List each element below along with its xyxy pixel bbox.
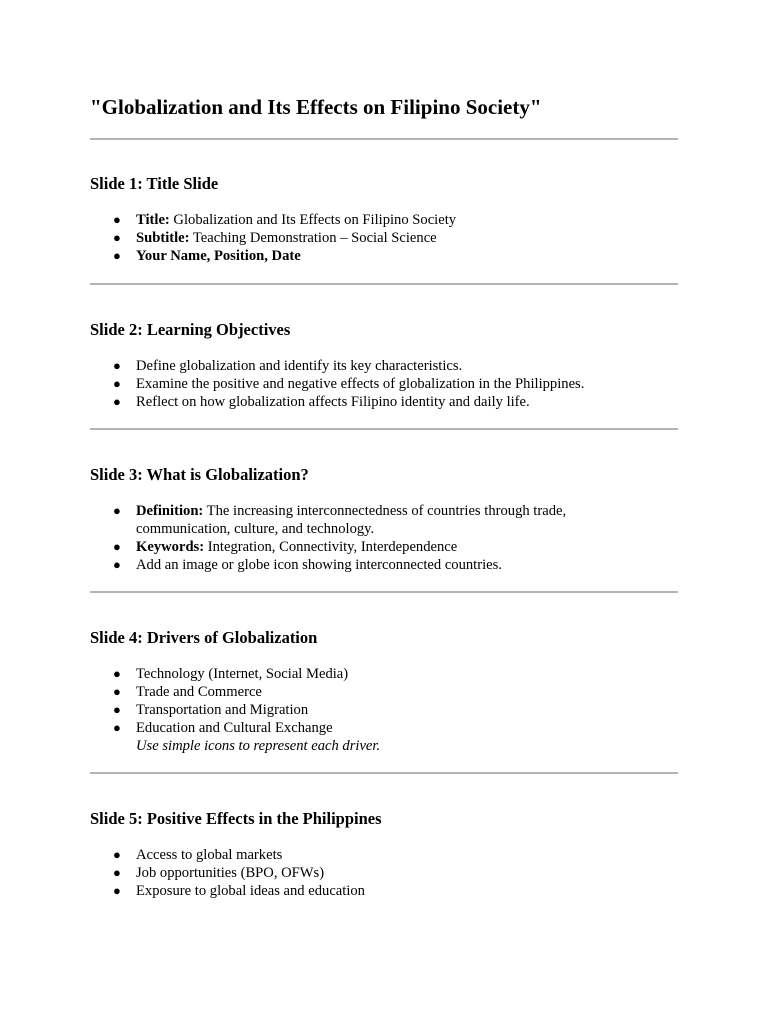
list-item <box>90 538 636 556</box>
list-item <box>90 556 636 574</box>
divider <box>90 591 678 593</box>
item-text: Reflect on how globalization affects Filipino identity and daily life. <box>136 394 530 410</box>
bullet-icon: ● <box>113 557 121 572</box>
item-text: The increasing interconnectedness of countries through trade, communication, culture, and technology. <box>136 503 567 537</box>
item-label: Title: <box>136 212 170 228</box>
document-title: "Globalization and Its Effects on Filipino Society" <box>90 95 542 119</box>
item-text: Technology (Internet, Social Media) <box>136 666 349 682</box>
bullet-icon: ● <box>113 883 121 898</box>
list-item <box>90 211 636 229</box>
item-label: Subtitle: <box>136 230 190 246</box>
item-label: Your Name, Position, Date <box>136 248 301 264</box>
item-text: Teaching Demonstration – Social Science <box>189 230 437 246</box>
divider <box>90 772 678 774</box>
item-text: Access to global markets <box>136 847 283 863</box>
item-text: Define globalization and identify its key characteristics. <box>136 358 463 374</box>
list-item <box>90 375 636 393</box>
bullet-icon: ● <box>113 539 121 554</box>
bullet-icon: ● <box>113 702 121 717</box>
list-item <box>90 701 636 719</box>
slide-4-bullets <box>90 665 636 755</box>
bullet-icon: ● <box>113 503 121 518</box>
list-item <box>90 882 636 900</box>
item-text: Add an image or globe icon showing interconnected countries. <box>136 557 502 573</box>
list-item <box>90 393 636 411</box>
item-label: Keywords: <box>136 539 205 555</box>
slide-2-heading: Slide 2: Learning Objectives <box>90 320 291 339</box>
item-label: Definition: <box>136 503 204 519</box>
bullet-icon: ● <box>113 248 121 263</box>
list-item <box>90 229 636 247</box>
item-text: Examine the positive and negative effects of globalization in the Philippines. <box>136 376 585 392</box>
slide-4-heading: Slide 4: Drivers of Globalization <box>90 628 318 647</box>
divider <box>90 428 678 430</box>
bullet-icon: ● <box>113 358 121 373</box>
slide-5-bullets <box>90 846 636 900</box>
bullet-icon: ● <box>113 394 121 409</box>
bullet-icon: ● <box>113 666 121 681</box>
divider <box>90 283 678 285</box>
bullet-icon: ● <box>113 376 121 391</box>
bullet-icon: ● <box>113 684 121 699</box>
list-item <box>90 683 636 701</box>
bullet-icon: ● <box>113 720 121 735</box>
list-item <box>90 846 636 864</box>
list-item <box>90 247 636 265</box>
item-text: Transportation and Migration <box>136 702 309 718</box>
bullet-icon: ● <box>113 230 121 245</box>
slide-5-heading: Slide 5: Positive Effects in the Philippines <box>90 809 382 828</box>
bullet-icon: ● <box>113 865 121 880</box>
bullet-icon: ● <box>113 212 121 227</box>
item-text: Integration, Connectivity, Interdependence <box>204 539 458 555</box>
divider <box>90 138 678 140</box>
slide-2-bullets <box>90 357 636 411</box>
list-item <box>90 357 636 375</box>
item-text: Trade and Commerce <box>136 684 262 700</box>
list-item <box>90 665 636 683</box>
slide-3-bullets <box>90 502 636 574</box>
item-text: Exposure to global ideas and education <box>136 883 365 899</box>
slide-1-heading: Slide 1: Title Slide <box>90 174 219 193</box>
item-note: Use simple icons to represent each driver. <box>136 738 381 754</box>
item-text: Education and Cultural Exchange <box>136 720 333 736</box>
item-text: Globalization and Its Effects on Filipino Society <box>169 212 457 228</box>
bullet-icon: ● <box>113 847 121 862</box>
item-text: Job opportunities (BPO, OFWs) <box>136 865 325 881</box>
list-item <box>90 719 636 755</box>
slide-1-bullets <box>90 211 636 265</box>
list-item <box>90 502 636 538</box>
slide-3-heading: Slide 3: What is Globalization? <box>90 465 309 484</box>
list-item <box>90 864 636 882</box>
